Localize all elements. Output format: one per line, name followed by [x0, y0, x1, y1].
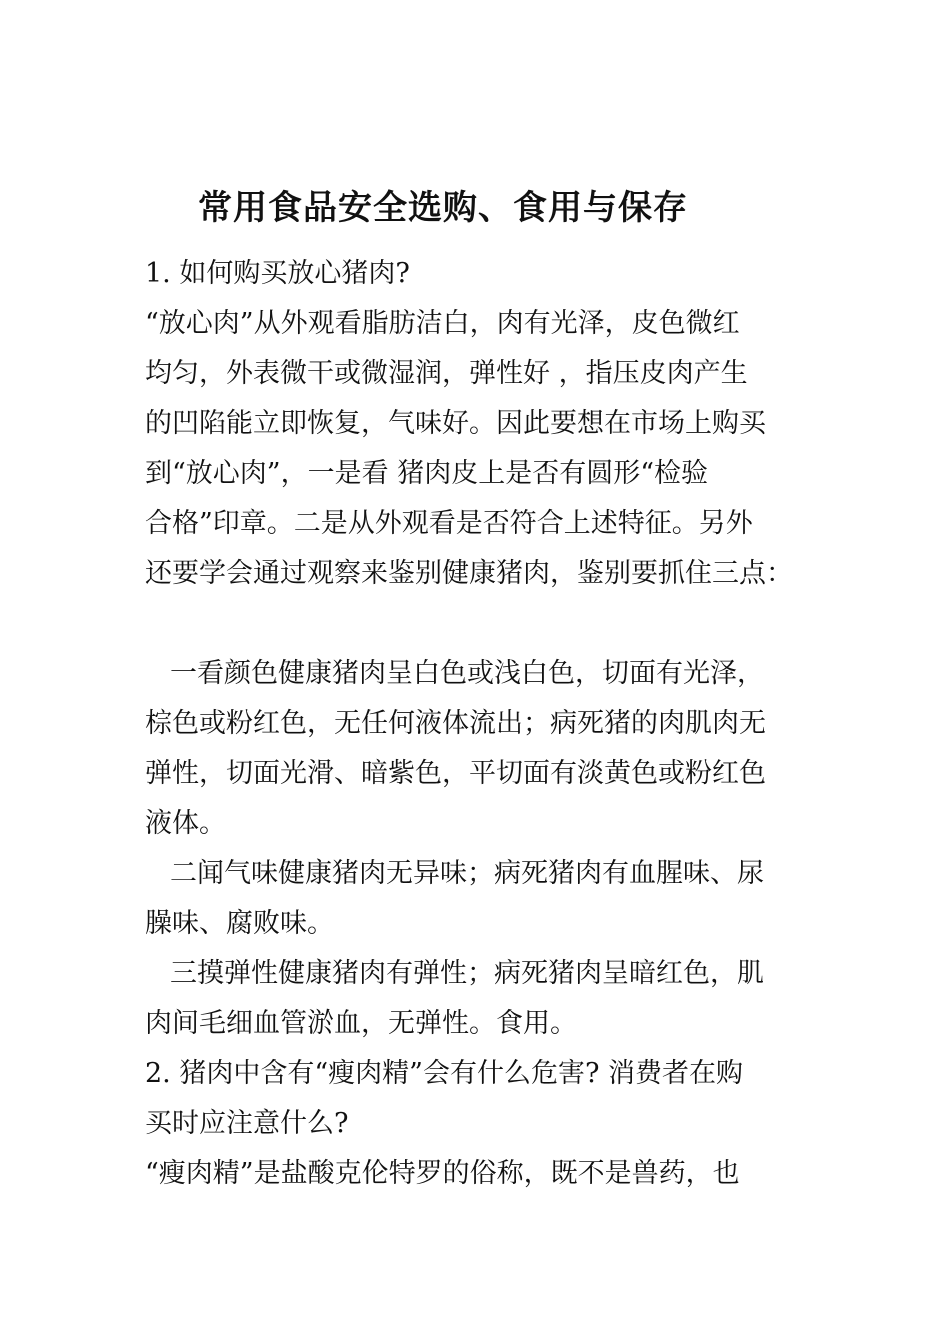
body-line: “放心肉”从外观看脂肪洁白，肉有光泽，皮色微红	[145, 308, 740, 339]
body-line: 还要学会通过观察来鉴别健康猪肉，鉴别要抓住三点：	[145, 558, 793, 589]
section-heading-2-cont: 买时应注意什么?	[145, 1108, 349, 1139]
body-line: 均匀，外表微干或微湿润，弹性好 ，指压皮肉产生	[145, 358, 748, 389]
document-title: 常用食品安全选购、食用与保存	[198, 188, 688, 228]
body-line: 合格”印章。二是从外观看是否符合上述特征。另外	[145, 508, 753, 539]
body-line: 的凹陷能立即恢复，气味好。因此要想在市场上购买	[145, 408, 766, 439]
section-heading-2: 2. 猪肉中含有“瘦肉精”会有什么危害? 消费者在购	[145, 1058, 744, 1089]
section-heading-1: 1. 如何购买放心猪肉?	[145, 258, 410, 289]
body-line: 液体。	[145, 808, 226, 839]
body-line: 二闻气味健康猪肉无异味；病死猪肉有血腥味、尿	[170, 858, 764, 889]
body-line: 棕色或粉红色，无任何液体流出；病死猪的肉肌肉无	[145, 708, 766, 739]
body-line: 肉间毛细血管淤血，无弹性。食用。	[145, 1008, 577, 1039]
body-line: “瘦肉精”是盐酸克伦特罗的俗称，既不是兽药，也	[145, 1158, 740, 1189]
body-line: 一看颜色健康猪肉呈白色或浅白色，切面有光泽，	[170, 658, 764, 689]
body-line: 臊味、腐败味。	[145, 908, 334, 939]
body-line: 三摸弹性健康猪肉有弹性；病死猪肉呈暗红色，肌	[170, 958, 764, 989]
body-line: 到“放心肉”，一是看 猪肉皮上是否有圆形“检验	[145, 458, 708, 489]
body-line: 弹性，切面光滑、暗紫色，平切面有淡黄色或粉红色	[145, 758, 766, 789]
